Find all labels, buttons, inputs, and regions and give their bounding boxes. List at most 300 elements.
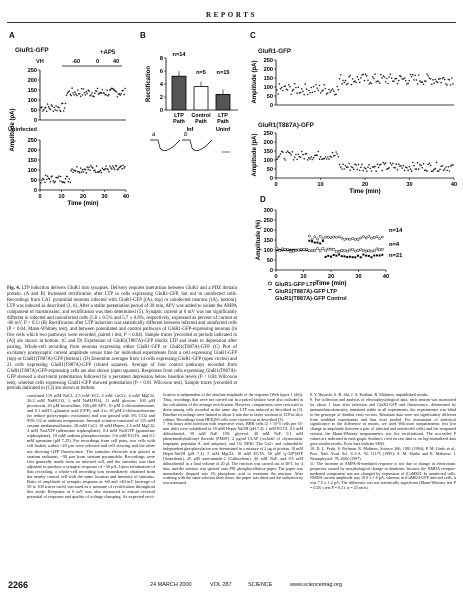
panel-c-top-point <box>355 82 357 84</box>
panel-a-top-point <box>119 93 121 95</box>
panel-a-bottom-point <box>121 168 123 170</box>
panel-a-bottom-point <box>101 172 103 174</box>
panel-a-top-point <box>60 111 62 113</box>
panel-a-bottom-point <box>70 170 72 172</box>
panel-c-top-point <box>391 77 393 79</box>
panel-a-bottom-point <box>54 181 56 183</box>
panel-c-top-point <box>396 78 398 80</box>
panel-d-y-tick-label: 100 <box>263 248 273 254</box>
panel-c-top-y-tick-label: 100 <box>263 85 273 91</box>
panel-d-legend-marker <box>269 289 272 290</box>
panel-a-bottom-point <box>109 165 111 167</box>
panel-c-top-point <box>440 82 442 84</box>
panel-c-top-point <box>332 88 334 90</box>
panel-b-y-tick-label: 0 <box>159 108 163 114</box>
panel-a-top-point <box>76 95 78 97</box>
panel-c-bottom-point <box>448 166 450 168</box>
panel-d-point-glur1 <box>341 237 343 239</box>
panel-a-top-y-tick-label: 150 <box>27 88 37 94</box>
panel-a-top-point <box>64 107 66 109</box>
panel-d-point-control <box>322 248 324 250</box>
panel-c-top-point <box>435 79 437 81</box>
panel-c-bottom-point <box>294 156 296 158</box>
panel-c-top-point <box>393 80 395 82</box>
panel-d-point-t887a <box>335 255 337 257</box>
panel-b-bar-label: LTP <box>218 113 228 119</box>
panel-b-bar-label: Path <box>173 119 185 125</box>
panel-c-top-point <box>398 80 400 82</box>
panel-d-point-glur1 <box>381 236 383 238</box>
panel-d-y-tick-label: 150 <box>263 238 273 244</box>
panel-c-bottom-point <box>418 168 420 170</box>
panel-c-top-point <box>388 76 390 78</box>
panel-c-top-point <box>404 77 406 79</box>
panel-c-bottom-point <box>407 170 409 172</box>
panel-d-y-tick-label: 200 <box>263 228 273 234</box>
panel-a-bottom-point <box>46 179 48 181</box>
panel-c-y-label-2: Amplitude (pA) <box>252 133 258 177</box>
panel-d-point-control <box>360 249 362 251</box>
panel-d-point-t887a <box>365 255 367 257</box>
panel-c-top-point <box>325 88 327 90</box>
panel-d-legend-item: GluR1(T887A)-GFP Control <box>275 296 347 302</box>
panel-a-top-point <box>120 93 122 95</box>
panel-c-top-point <box>371 83 373 85</box>
panel-a-top-point <box>66 95 68 97</box>
panel-a-bottom-point <box>43 179 45 181</box>
panel-c-bottom-point <box>452 164 454 166</box>
panel-a-top-point <box>91 92 93 94</box>
panel-c-top-point <box>390 73 392 75</box>
panel-c-top-point <box>309 92 311 94</box>
panel-d-point-control <box>279 250 281 252</box>
panel-c-top-point <box>333 90 335 92</box>
footer-url: www.sciencemag.org <box>290 582 342 588</box>
panel-c-title: GluR1-GFP <box>258 48 292 55</box>
panel-c-top-point <box>437 81 439 83</box>
panel-a-top-point <box>77 89 79 91</box>
panel-a-bottom-point <box>82 169 84 171</box>
page-footer <box>0 580 463 592</box>
panel-c-top-point <box>443 77 445 79</box>
panel-c-top-point <box>411 76 413 78</box>
panel-c-bottom-point <box>370 168 372 170</box>
panel-b-trace-b <box>182 140 212 151</box>
panel-d-point-control <box>325 250 327 252</box>
panel-a-bottom-y-tick-label: 0 <box>33 188 37 194</box>
panel-c-top-point <box>294 83 296 85</box>
panel-c-top-point <box>348 76 350 78</box>
panel-b-n3: n=15 <box>216 70 230 76</box>
panel-a-top-point <box>84 92 86 94</box>
panel-d-point-glur1 <box>362 236 364 238</box>
panel-c-bottom-x-label: Time (min) <box>349 188 381 195</box>
panel-d-point-control <box>298 249 300 251</box>
panel-d-point-control <box>306 248 308 250</box>
panel-c-bottom-point <box>296 159 298 161</box>
panel-d-point-glur1 <box>365 237 367 239</box>
panel-c-top-point <box>432 79 434 81</box>
panel-a-bottom-x-tick-label: 20 <box>79 194 87 200</box>
panel-a-title: GluR1-GFP <box>15 47 49 54</box>
panel-c-top-point <box>357 76 359 78</box>
panel-c-top-point <box>446 84 448 86</box>
panel-d-point-t887a <box>308 240 310 242</box>
panel-c-top-point <box>322 89 324 91</box>
panel-c-top-point <box>303 94 305 96</box>
panel-c-top-point <box>427 75 429 77</box>
panel-c-top-point <box>280 88 282 90</box>
panel-d-point-glur1 <box>368 235 370 237</box>
panel-d-x-tick-label: 10 <box>300 274 307 280</box>
panel-c-bottom-y-tick-label: 0 <box>269 176 273 182</box>
panel-c-bottom-point <box>307 159 309 161</box>
panel-d-point-glur1 <box>322 238 324 240</box>
panel-c-bottom-point <box>410 168 412 170</box>
body-column-2: fication is independent of the absolute amplitude of the response (Web figure 1 (26)). Thus, recordings that were not carried out in a paired fashion were also included in the calculation of the average rectification. However, comparisons were restricted to those among cells recorded in the same day. LTP was induced as described in (3). Baseline recordings were limited to about 2 min due to faster washout of LTP in slice culture. Recordings from HEK293 cells were carried out as described (3). 7. Six hours after infection with respective virus, BHK cells (2 × 10^5 cells per 35-mm dish) were solubilized in 50 mM Hepes-NaOH (pH 7.4), 1 mM EGTA, 0.5 mM dithiothreitol, 50 mM NaF, 10% glycerol, 40 mM NaF, 0.1 mM phenylmethylsulfonyl fluoride (PMSF), 2 µg/ml CLAP (cocktail of chymostatin, leupeptin, pepstatin A, and antipain), and 1% NP40. The Ca2+ and calmodulin-independent phosphorylation was determined in a mixture of 2 µg of protein, 10 mM Hepes-NaOH (pH 7.4), 5 mM MgCl2, 10 mM EGTA, 50 µM [γ-32P]ATP (Amersham), 20 µM autocamtide-2 (Calbiochem), 40 mM NaF, and 0.5 mM dithiothreitol in a final volume of 20 µl. The reaction was carried out at 30°C for 4 min, and the mixture was spotted onto P81 phosphocellulose paper. The paper was immediately dropped into 1% phosphoric acid to terminate the reaction. After washing with the same solution three times, the paper was dried and the radioactivity was measured. <box>163 392 303 486</box>
panel-d-point-t887a <box>325 256 327 258</box>
panel-c-top-point <box>430 78 432 80</box>
panel-d-point-glur1 <box>327 236 329 238</box>
panel-b-bar <box>172 76 186 110</box>
panel-c-bottom-point <box>355 164 357 166</box>
panel-d-point-t887a <box>322 240 324 242</box>
panel-d-point-control <box>327 248 329 250</box>
panel-a-top-point <box>70 95 72 97</box>
panel-c-top-point <box>423 84 425 86</box>
panel-b-n2: n=5 <box>196 70 206 76</box>
body-column-1: contained 119 mM NaCl, 2.5 mM KCl, 2 mM CaCl2, 4 mM MgCl2, 26.2 mM NaHCO3, 1 mM NaH2PO4, 11 mM glucose, 100 µM picrotoxin, 20 µM bicuculline, 100 µM APV, 10 µM 2-chloroadenosine, and 0.1 mM L-glutamic acid (CPP), and 4 to 10 µM 2-chloroadenosine (to reduce polysynaptic excitation) and was gassed with 5% CO2 and 95% O2 at ambient temperature. Internal solution consisted of 115 mM cesium methanesulfonate, 20 mM CsCl, 10 mM Hepes, 2.5 mM MgCl2, 4 mM Na2ATP (adenosine triphosphate), 0.4 mM Na3GTP (guanosine triphosphate), 10 mM sodium phosphocreatine, 0.6 mM EGTA, and 0.1 mM spermine (pH 7.25). For recordings from cell pairs, two cells with cell bodies within ~20 µm were selected and cell viewing and the other not showing GFP fluorescence. The stimulus electrode was placed in stratum radiatum, ~50 µm from stratum pyramidale. Recordings were first generally made from an infected cell, and the stimulus was then adjusted to produce a synaptic response of ~50 pA. Upon termination of that recording, a whole-cell recording was immediately obtained from the nearby control cell with the same location and intensity of stimulus. Ratio of amplitude of synaptic response at -60 and +40 mV (average of 50 to 100 traces each) was used as a measure of rectification throughout this study. Response at 0 mV was also measured to ensure reversal potential of response and quality of voltage clamping. As expected recti- <box>27 393 155 499</box>
panel-c-top-point <box>380 74 382 76</box>
panel-a-bottom-point <box>71 168 73 170</box>
panel-c-bottom-point <box>336 153 338 155</box>
panel-a-bottom-point <box>114 169 116 171</box>
panel-c-bottom-point <box>348 163 350 165</box>
panel-c-bottom-point <box>280 153 282 155</box>
panel-a-top-point <box>108 94 110 96</box>
panel-c-top-point <box>407 83 409 85</box>
panel-d-point-glur1 <box>360 237 362 239</box>
panel-c-top-point <box>314 91 316 93</box>
panel-c-bottom-point <box>380 164 382 166</box>
panel-a-bottom-point <box>65 178 67 180</box>
panel-c-bottom-point <box>442 165 444 167</box>
panel-a-top-point <box>43 109 45 111</box>
footer-date: 24 MARCH 2000 <box>150 582 192 588</box>
panel-c-bottom-point <box>409 166 411 168</box>
panel-d-point-glur1 <box>319 235 321 237</box>
panel-c-bottom-point <box>400 165 402 167</box>
panel-a-bottom-point <box>80 167 82 169</box>
footer-journal: SCIENCE <box>248 582 273 588</box>
panel-a-top-point <box>90 94 92 96</box>
panel-c-bottom-point <box>383 162 385 164</box>
panel-c-bottom-x-tick-label: 40 <box>450 182 458 188</box>
panel-c-bottom-point <box>358 164 360 166</box>
panel-c-bottom-point <box>411 170 413 172</box>
panel-c-bottom-point <box>332 152 334 154</box>
panel-c-top-y-tick-label: 50 <box>266 94 273 100</box>
panel-c-top-point <box>445 83 447 85</box>
panel-a-top-point <box>105 94 107 96</box>
panel-b-bar <box>216 94 230 110</box>
panel-c-bottom-point <box>362 170 364 172</box>
panel-a-top-point <box>54 109 56 111</box>
body-column-3: 8. Y. Hayashi, S.-H. Shi, J. A. Esteban, R. Malinow, unpublished results. 9. For collection and analysis of electrophysiological data, each neuron was monitored for about 1 hour after infection and GluR1-GFP and fluorescence, determined by immunohistochemistry, remained stable in all experiments, the experimenter was blind to the genotype of Sindbis virus vectors. Resultant data were not significantly different from nonblind experiments and thus were pooled. For assessment of statistical significance to the difference in means, we used Wilcoxon nonparametric test (for change in amplitude between a pair of infected and uninfected cells) and the nonpaired version, the Mann-Whitney nonparametric test (for rectification). The two-tailed P values are indicated in each graph. Student's t test on raw data or on log-normalized data gave similar results. Error bars indicate SEM. 10. D. L. Pettit, S. Perlman, R. Malinow, Science 266, 1881 (1994); P. M. Lledo et al., Proc. Natl. Acad. Sci. U.S.A. 92, 11175 (1995); A. M. Shirke and R. Malinow, J. Neurophysiol. 78, 2682 (1997). 11. The increase in AMPA-R-mediated response is not due to change in electrotonic properties caused by morphological change in dendrites, because the NMDA receptor-mediated component was not changed by expression of tCaMKII. In uninfected cells, NMDA current amplitude was 10.0 ± 1.6 pA; whereas in tCaMKII-GFP infected cells, it was 7.5 ± 1.2 pA. The difference was not statistically significant (Mann-Whitney test P = 0.28; t test P = 0.21, n = 25 each). <box>310 392 456 491</box>
panel-a-top-y-tick-label: 0 <box>33 118 37 124</box>
panel-c-bottom-point <box>367 166 369 168</box>
panel-a-top-point <box>82 94 84 96</box>
panel-d-point-control <box>357 250 359 252</box>
panel-c-bottom-point <box>444 168 446 170</box>
panel-c-bottom-point <box>368 164 370 166</box>
panel-c-top-point <box>385 81 387 83</box>
panel-c-top-point <box>307 94 309 96</box>
panel-d-point-glur1 <box>314 236 316 238</box>
panel-c-bottom-point <box>427 164 429 166</box>
panel-a-bottom-point <box>44 181 46 183</box>
panel-c-top-point <box>338 89 340 91</box>
panel-d-point-control <box>349 249 351 251</box>
panel-c-bottom-point <box>426 170 428 172</box>
panel-a-top-point <box>80 96 82 98</box>
panel-c-top-point <box>449 79 451 81</box>
panel-c-top-point <box>414 75 416 77</box>
panel-letter-b: B <box>140 31 146 40</box>
panel-a-top-point <box>72 92 74 94</box>
panel-c-bottom-point <box>339 164 341 166</box>
panel-a-top-point <box>50 109 52 111</box>
panel-a-vh-label: VH <box>36 59 44 65</box>
panel-c-top-y-tick-label: 250 <box>263 58 273 64</box>
panel-d-point-t887a <box>327 255 329 257</box>
panel-a-bottom-point <box>52 175 54 177</box>
panel-d-point-control <box>284 249 286 251</box>
panel-a-bottom-point <box>68 181 70 183</box>
panel-a-top-point <box>86 91 88 93</box>
panel-c-top-point <box>433 82 435 84</box>
panel-c-bottom-point <box>374 166 376 168</box>
panel-c-bottom-point <box>295 154 297 156</box>
panel-c-bottom-point <box>377 163 379 165</box>
panel-d-point-control <box>354 250 356 252</box>
panel-c-top-point <box>289 86 291 88</box>
panel-b-y-label: Rectification <box>146 65 152 103</box>
panel-c-bottom-point <box>450 165 452 167</box>
panel-a-bottom-point <box>104 168 106 170</box>
panel-c-top-point <box>281 87 283 89</box>
panel-d-point-glur1 <box>370 237 372 239</box>
panel-a-bottom-point <box>88 166 90 168</box>
panel-c-bottom-point <box>420 165 422 167</box>
panel-c-title2: GluR1(T887A)-GFP <box>258 122 314 129</box>
panel-d-point-control <box>362 249 364 251</box>
panel-c-top-point <box>366 75 368 77</box>
panel-c-bottom-point <box>438 170 440 172</box>
panel-a-bottom-y-tick-label: 150 <box>27 158 37 164</box>
panel-c-bottom-point <box>417 162 419 164</box>
panel-c-bottom-y-tick-label: 100 <box>263 158 273 164</box>
panel-c-top-point <box>379 82 381 84</box>
panel-d-point-control <box>287 248 289 250</box>
panel-d-point-control <box>341 249 343 251</box>
panel-c-top-point <box>276 89 278 91</box>
panel-c-bottom-x-tick-label: 10 <box>317 182 324 188</box>
panel-c-top-point <box>290 94 292 96</box>
panel-a-bottom-point <box>86 166 88 168</box>
panel-c-bottom-point <box>319 158 321 160</box>
panel-c-bottom-y-tick-label: 200 <box>263 140 273 146</box>
panel-c-top-point <box>419 80 421 82</box>
panel-c-top-point <box>342 80 344 82</box>
panel-c-top-point <box>400 76 402 78</box>
panel-d-point-t887a <box>362 254 364 256</box>
panel-c-bottom-point <box>340 166 342 168</box>
panel-d-point-glur1 <box>379 238 381 240</box>
panel-a-top-point <box>97 88 99 90</box>
panel-b-trace-a-label: a <box>152 132 156 138</box>
panel-d-point-control <box>295 250 297 252</box>
panel-c-top-point <box>452 83 454 85</box>
panel-c-top-point <box>301 88 303 90</box>
panel-b-bar-label: Control <box>191 113 211 119</box>
panel-c-top-point <box>298 87 300 89</box>
panel-c-bottom-x-tick-label: 20 <box>361 182 369 188</box>
panel-a-bottom-point <box>75 170 77 172</box>
figure-svg <box>0 0 463 290</box>
panel-c-top-point <box>381 77 383 79</box>
panel-c-bottom-point <box>365 168 367 170</box>
panel-a-top-point <box>120 94 122 96</box>
panel-c-top-point <box>412 74 414 76</box>
panel-a-bottom-point <box>58 175 60 177</box>
panel-d-point-glur1 <box>338 236 340 238</box>
panel-c-bottom-point <box>446 170 448 172</box>
panel-c-bottom-point <box>320 156 322 158</box>
panel-c-bottom-point <box>287 150 289 152</box>
panel-d-point-glur1 <box>352 238 354 240</box>
panel-d-point-t887a <box>311 241 313 243</box>
panel-b-trace-a <box>150 140 180 151</box>
panel-c-bottom-point <box>277 157 279 159</box>
panel-a-top-point <box>71 87 73 89</box>
panel-c-top-point <box>339 78 341 80</box>
panel-d-point-t887a <box>360 256 362 258</box>
panel-d-point-control <box>317 248 319 250</box>
panel-c-y-label: Amplitude (pA) <box>252 60 258 104</box>
panel-c-top-point <box>444 79 446 81</box>
panel-a-top-point <box>62 103 64 105</box>
panel-d-point-t887a <box>346 256 348 258</box>
panel-a-bottom-point <box>92 167 94 169</box>
panel-c-bottom-point <box>309 158 311 160</box>
panel-c-bottom-point <box>403 165 405 167</box>
panel-a-top-point <box>124 88 126 90</box>
panel-c-bottom-y-tick-label: 250 <box>263 131 273 137</box>
panel-a-top-point <box>47 103 49 105</box>
panel-c-bottom-point <box>312 159 314 161</box>
section-header: REPORTS <box>205 11 258 19</box>
panel-a-bottom-point <box>83 171 85 173</box>
panel-c-top-point <box>318 90 320 92</box>
panel-c-top-point <box>365 74 367 76</box>
panel-c-bottom-point <box>404 170 406 172</box>
panel-d-point-control <box>314 249 316 251</box>
panel-d-point-control <box>373 250 375 252</box>
panel-d-point-control <box>379 249 381 251</box>
panel-c-top-point <box>431 84 433 86</box>
panel-d-point-t887a <box>330 256 332 258</box>
panel-a-bottom-point <box>118 168 120 170</box>
panel-c-bottom-point <box>347 166 349 168</box>
panel-a-top-point <box>73 94 75 96</box>
panel-d-point-control <box>352 248 354 250</box>
panel-d-legend-item: GluR1-GFP LTP <box>275 282 317 288</box>
panel-a-bottom-point <box>123 167 125 169</box>
panel-a-top-point <box>96 90 98 92</box>
panel-b-bar-label: LTP <box>174 113 184 119</box>
panel-c-bottom-point <box>388 167 390 169</box>
panel-d-point-t887a <box>371 256 373 258</box>
panel-c-bottom-point <box>413 165 415 167</box>
panel-c-top-point <box>296 92 298 94</box>
panel-d-point-control <box>365 250 367 252</box>
panel-d-point-control <box>368 250 370 252</box>
panel-c-bottom-point <box>289 152 291 154</box>
panel-a-bottom-point <box>57 177 59 179</box>
panel-a-bottom-x-tick-label: 0 <box>38 194 42 200</box>
panel-a-top-point <box>65 103 67 105</box>
panel-a-bottom-x-label: Time (min) <box>67 200 99 207</box>
panel-a-top-point <box>53 107 55 109</box>
panel-d-point-glur1 <box>373 236 375 238</box>
panel-d-point-control <box>330 248 332 250</box>
panel-a-top-point <box>45 107 47 109</box>
panel-d-point-control <box>311 250 313 252</box>
panel-a-bottom-point <box>87 169 89 171</box>
panel-a-v2: 0 <box>96 59 100 65</box>
panel-c-bottom-point <box>341 168 343 170</box>
panel-d-point-t887a <box>379 255 381 257</box>
panel-a-top-point <box>48 106 50 108</box>
panel-d-point-t887a <box>314 242 316 244</box>
panel-d-x-tick-label: 0 <box>274 274 278 280</box>
panel-a-bottom-x-tick-label: 40 <box>122 194 130 200</box>
panel-a-bottom-point <box>70 182 72 184</box>
panel-d-point-control <box>292 250 294 252</box>
panel-a-top-point <box>56 110 58 112</box>
panel-a-top-y-tick-label: 100 <box>27 98 37 104</box>
panel-c-bottom-point <box>326 158 328 160</box>
panel-b-group-uninf: Uninf <box>215 127 231 133</box>
panel-d-point-t887a <box>341 255 343 257</box>
panel-c-bottom-point <box>313 157 315 159</box>
panel-d-point-glur1 <box>333 236 335 238</box>
panel-c-bottom-point <box>331 156 333 158</box>
panel-c-bottom-point <box>436 162 438 164</box>
panel-a-v1: -60 <box>72 59 81 65</box>
panel-d-point-t887a <box>319 243 321 245</box>
panel-c-bottom-point <box>397 169 399 171</box>
panel-c-top-point <box>345 80 347 82</box>
panel-c-top-point <box>331 90 333 92</box>
panel-d-point-glur1 <box>316 238 318 240</box>
panel-a-top-y-tick-label: 200 <box>27 78 37 84</box>
panel-c-top-point <box>344 82 346 84</box>
panel-d-point-control <box>381 248 383 250</box>
panel-letter-a: A <box>9 31 15 40</box>
panel-c-top-point <box>358 79 360 81</box>
